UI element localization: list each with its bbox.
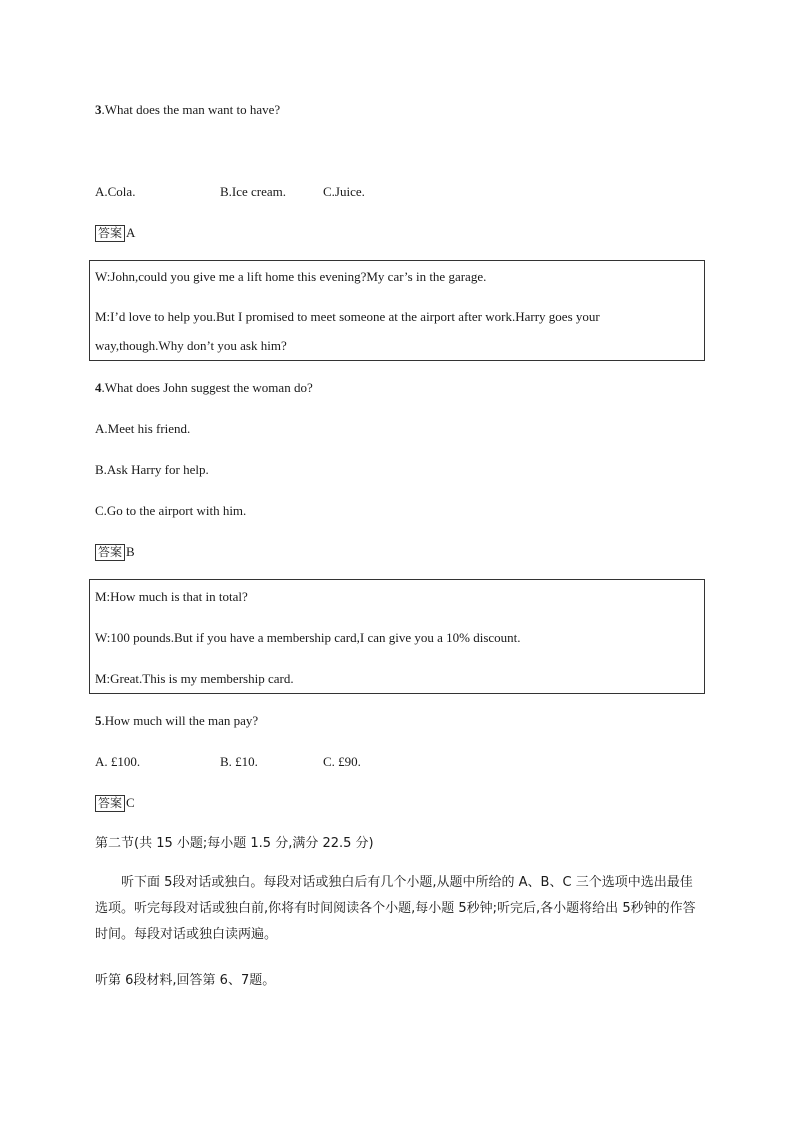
section-heading: 第二节(共 15 小题;每小题 1.5 分,满分 22.5 分) — [95, 836, 374, 851]
option-c: C. £90. — [323, 754, 361, 769]
option-b: B.Ask Harry for help. — [95, 462, 209, 477]
question-4 — [95, 380, 313, 396]
transcript-box — [89, 260, 705, 361]
option-b: B. £10. — [220, 754, 258, 769]
answer-value: C — [126, 795, 135, 810]
transcript-line: M:How much is that in total? — [95, 589, 248, 604]
section-subheading: 听第 6段材料,回答第 6、7题。 — [95, 973, 276, 988]
transcript-box — [89, 579, 705, 694]
transcript-line: M:I’d love to help you.But I promised to meet someone at the airport after work.Harry goes your — [95, 309, 600, 324]
option-c: C.Juice. — [323, 184, 365, 199]
answer-value: A — [126, 225, 136, 240]
option-b: B.Ice cream. — [220, 184, 287, 199]
answer-line — [95, 225, 135, 242]
question-text: .What does John suggest the woman do? — [101, 380, 313, 395]
question-text: .What does the man want to have? — [101, 102, 281, 117]
option-a: A. £100. — [95, 754, 141, 769]
answer-line — [95, 544, 135, 561]
transcript-line: W:100 pounds.But if you have a membership card,I can give you a 10% discount. — [95, 630, 521, 645]
question-text: .How much will the man pay? — [101, 713, 259, 728]
transcript-line: way,though.Why don’t you ask him? — [95, 338, 287, 353]
question-number: 5 — [95, 713, 102, 728]
option-a: A.Meet his friend. — [95, 421, 191, 436]
answer-line — [95, 795, 135, 812]
question-5 — [95, 713, 258, 729]
transcript-line: M:Great.This is my membership card. — [95, 671, 294, 686]
option-c: C.Go to the airport with him. — [95, 503, 247, 518]
question-3 — [95, 102, 280, 118]
option-a: A.Cola. — [95, 184, 136, 199]
transcript-line: W:John,could you give me a lift home this evening?My car’s in the garage. — [95, 269, 487, 284]
question-number: 4 — [95, 380, 102, 395]
answer-badge: 答案 — [95, 225, 125, 242]
answer-value: B — [126, 544, 135, 559]
answer-badge: 答案 — [95, 795, 125, 812]
section-instructions: 听下面 5段对话或独白。每段对话或独白后有几个小题,从题中所给的 A、B、C 三个选项中选出最佳选项。听完每段对话或独白前,你将有时间阅读各个小题,每小题 5秒钟;听完后,各小题将给出 5秒钟的作答时间。每段对话或独白读两遍。 — [95, 875, 696, 942]
question-number: 3 — [95, 102, 102, 117]
answer-badge: 答案 — [95, 544, 125, 561]
